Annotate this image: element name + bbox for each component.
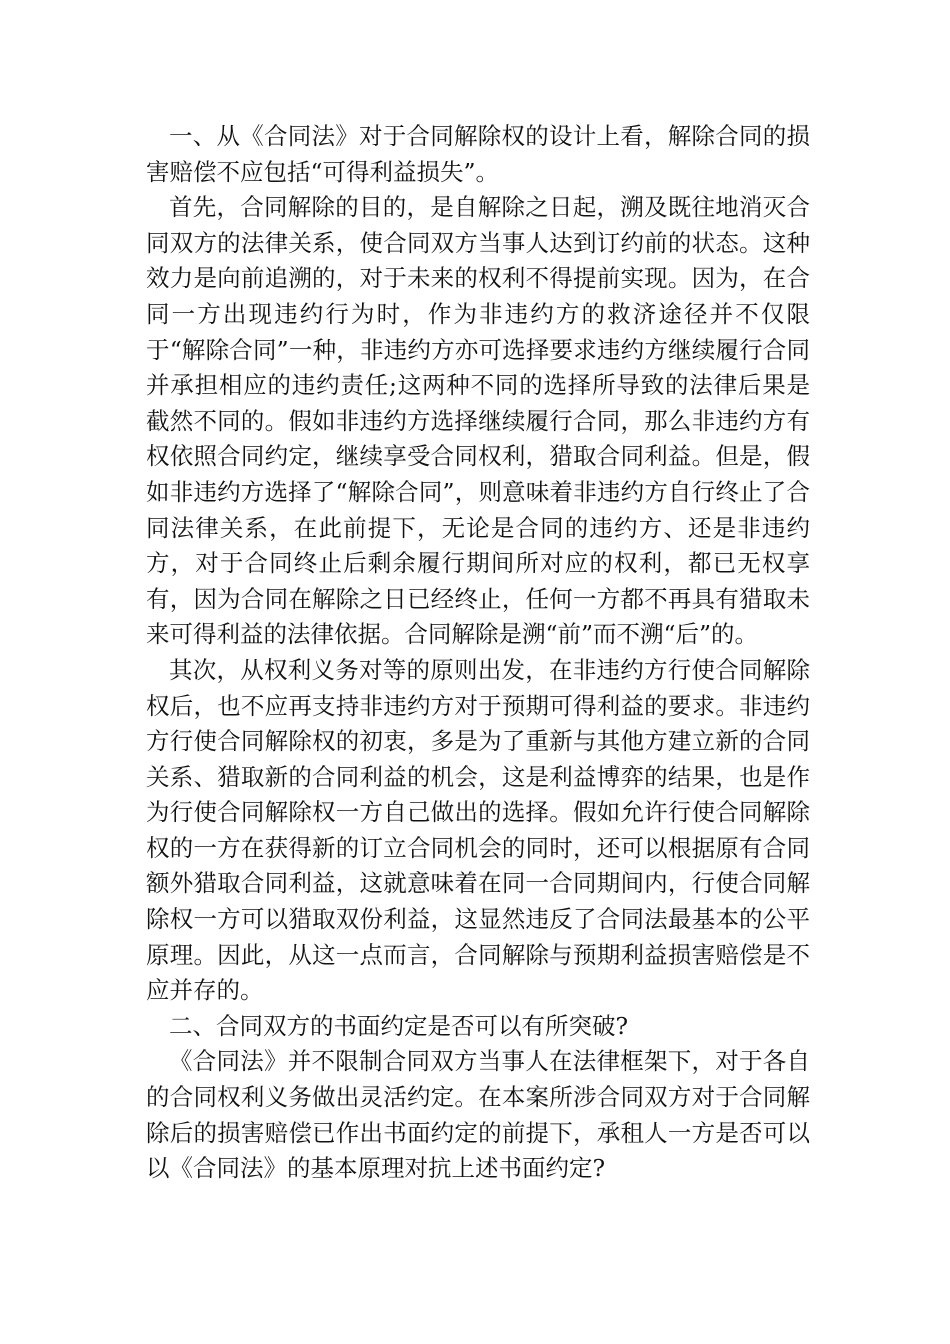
paragraph-section-two-body: 《合同法》并不限制合同双方当事人在法律框架下，对于各自的合同权利义务做出灵活约定。在本案所涉合同双方对于合同解除后的损害赔偿已作出书面约定的前提下，承租人一方是否可以以《合同法》的基本原理对抗上述书面约定? (146, 1047, 810, 1183)
paragraph-second-argument: 其次，从权利义务对等的原则出发，在非违约方行使合同解除权后，也不应再支持非违约方对于预期可得利益的要求。非违约方行使合同解除权的初衷，多是为了重新与其他方建立新的合同关系、猎取新的合同利益的机会，这是利益博弈的结果，也是作为行使合同解除权一方自己做出的选择。假如允许行使合同解除权的一方在获得新的订立合同机会的同时，还可以根据原有合同额外猎取合同利益，这就意味着在同一合同期间内，行使合同解除权一方可以猎取双份利益，这显然违反了合同法最基本的公平原理。因此，从这一点而言，合同解除与预期利益损害赔偿是不应并存的。 (146, 655, 810, 1005)
paragraph-first-argument: 首先，合同解除的目的，是自解除之日起，溯及既往地消灭合同双方的法律关系，使合同双方当事人达到订约前的状态。这种效力是向前追溯的，对于未来的权利不得提前实现。因为，在合同一方出现违约行为时，作为非违约方的救济途径并不仅限于“解除合同”一种，非违约方亦可选择要求违约方继续履行合同并承担相应的违约责任;这两种不同的选择所导致的法律后果是截然不同的。假如非违约方选择继续履行合同，那么非违约方有权依照合同约定，继续享受合同权利，猎取合同利益。但是，假如非违约方选择了“解除合同”，则意味着非违约方自行终止了合同法律关系，在此前提下，无论是合同的违约方、还是非违约方，对于合同终止后剩余履行期间所对应的权利，都已无权享有，因为合同在解除之日已经终止，任何一方都不再具有猎取未来可得利益的法律依据。合同解除是溯“前”而不溯“后”的。 (146, 193, 810, 649)
paragraph-section-one-heading: 一、从《合同法》对于合同解除权的设计上看，解除合同的损害赔偿不应包括“可得利益损失”。 (146, 122, 810, 186)
document-body (146, 119, 810, 1187)
paragraph-section-two-heading: 二、合同双方的书面约定是否可以有所突破? (169, 1011, 629, 1040)
